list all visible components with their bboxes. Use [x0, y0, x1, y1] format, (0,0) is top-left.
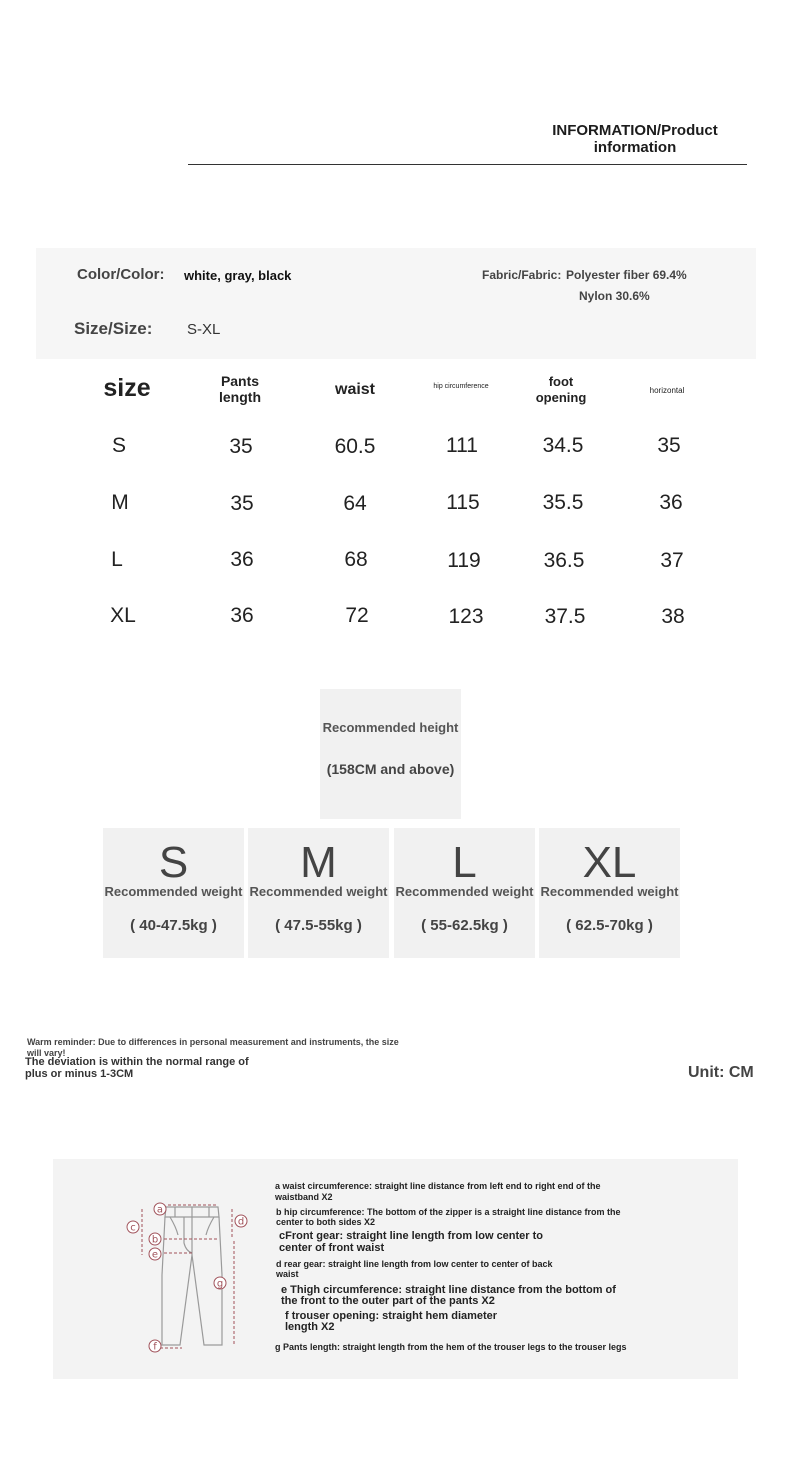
table-cell: 119 — [447, 549, 481, 572]
fabric-value-1: Polyester fiber 69.4% — [566, 268, 687, 282]
table-cell: 36.5 — [543, 549, 585, 572]
weight-card-label: Recommended weight — [249, 884, 388, 899]
color-value: white, gray, black — [184, 268, 292, 283]
diagram-letter: g — [216, 1278, 224, 1290]
recommended-height-card — [320, 689, 461, 819]
table-cell: L — [111, 548, 123, 571]
table-cell: 36 — [230, 548, 254, 571]
header-divider — [188, 164, 747, 165]
weight-card-label: Recommended weight — [540, 884, 679, 899]
product-info-panel — [36, 248, 756, 359]
weight-card-label: Recommended weight — [104, 884, 243, 899]
table-cell: S — [111, 434, 127, 457]
table-cell: 111 — [446, 434, 478, 457]
diagram-letter: d — [237, 1216, 245, 1228]
table-header-waist: waist — [334, 381, 376, 398]
measurement-item-f: f trouser opening: straight hem diameter length X2 — [285, 1310, 498, 1333]
page-title: INFORMATION/Product information — [552, 122, 718, 156]
table-cell: 35 — [229, 435, 253, 458]
table-cell: XL — [110, 604, 136, 627]
color-label: Color/Color: — [77, 266, 165, 283]
table-cell: 36 — [659, 491, 683, 514]
table-header-pants-length: Pants length — [219, 373, 261, 405]
table-cell: 68 — [344, 548, 368, 571]
weight-card-m — [248, 828, 389, 958]
table-cell: 35 — [230, 492, 254, 515]
measurement-item-b: b hip circumference: The bottom of the zipper is a straight line distance from the center to both sides X2 — [276, 1207, 621, 1227]
table-cell: 36 — [230, 604, 254, 627]
size-value: S-XL — [187, 321, 221, 338]
weight-card-size: M — [300, 838, 337, 887]
weight-card-range: ( 47.5-55kg ) — [275, 917, 362, 934]
table-header-size: size — [103, 374, 151, 402]
recommended-height-title: Recommended height — [322, 720, 459, 735]
measurement-item-d: d rear gear: straight line length from low center to center of back waist — [276, 1259, 553, 1279]
measurement-item-a: a waist circumference: straight line distance from left end to right end of the waistband X2 — [275, 1181, 601, 1202]
table-cell: 72 — [345, 604, 369, 627]
pants-diagram — [120, 1195, 260, 1360]
weight-card-s — [103, 828, 244, 958]
diagram-letter: e — [151, 1249, 159, 1261]
weight-card-range: ( 62.5-70kg ) — [566, 917, 653, 934]
table-cell: 34.5 — [542, 434, 584, 457]
measurement-item-c: cFront gear: straight line length from low center to center of front waist — [279, 1230, 544, 1254]
table-cell: M — [111, 491, 129, 514]
weight-card-size: XL — [582, 838, 637, 887]
warm-reminder: Warm reminder: Due to differences in personal measurement and instruments, the size will vary! — [27, 1037, 399, 1058]
table-cell: 35 — [657, 434, 681, 457]
table-cell: 38 — [661, 605, 685, 628]
table-cell: 60.5 — [334, 435, 376, 458]
diagram-letter: c — [130, 1222, 136, 1234]
table-header-foot-opening: foot opening — [535, 374, 587, 405]
diagram-letter: f — [153, 1341, 157, 1353]
diagram-letter: a — [156, 1204, 164, 1216]
table-header-hip: hip circumference — [433, 383, 489, 390]
weight-card-label: Recommended weight — [395, 884, 534, 899]
recommended-height-range: (158CM and above) — [326, 761, 455, 777]
table-cell: 37.5 — [544, 605, 586, 628]
fabric-label: Fabric/Fabric: — [482, 268, 562, 282]
table-header-horizontal: horizontal — [649, 386, 685, 395]
measurement-item-e: e Thigh circumference: straight line distance from the bottom of the front to the outer part of the pants X2 — [281, 1284, 616, 1307]
deviation-note: The deviation is within the normal range of plus or minus 1-3CM — [25, 1056, 249, 1080]
weight-card-size: S — [158, 838, 189, 887]
fabric-value-2: Nylon 30.6% — [579, 289, 650, 303]
table-cell: 115 — [446, 491, 480, 514]
weight-card-xl — [539, 828, 680, 958]
weight-card-range: ( 55-62.5kg ) — [421, 917, 508, 934]
diagram-letter: b — [151, 1234, 159, 1246]
weight-card-l — [394, 828, 535, 958]
size-label: Size/Size: — [74, 319, 153, 338]
weight-card-range: ( 40-47.5kg ) — [130, 917, 217, 934]
table-cell: 37 — [660, 549, 684, 572]
table-cell: 35.5 — [542, 491, 584, 514]
measurement-item-g: g Pants length: straight length from the hem of the trouser legs to the trouser legs — [275, 1342, 627, 1352]
table-cell: 123 — [448, 605, 484, 628]
unit-label: Unit: CM — [688, 1064, 754, 1081]
weight-card-size: L — [452, 838, 477, 887]
table-cell: 64 — [343, 492, 367, 515]
